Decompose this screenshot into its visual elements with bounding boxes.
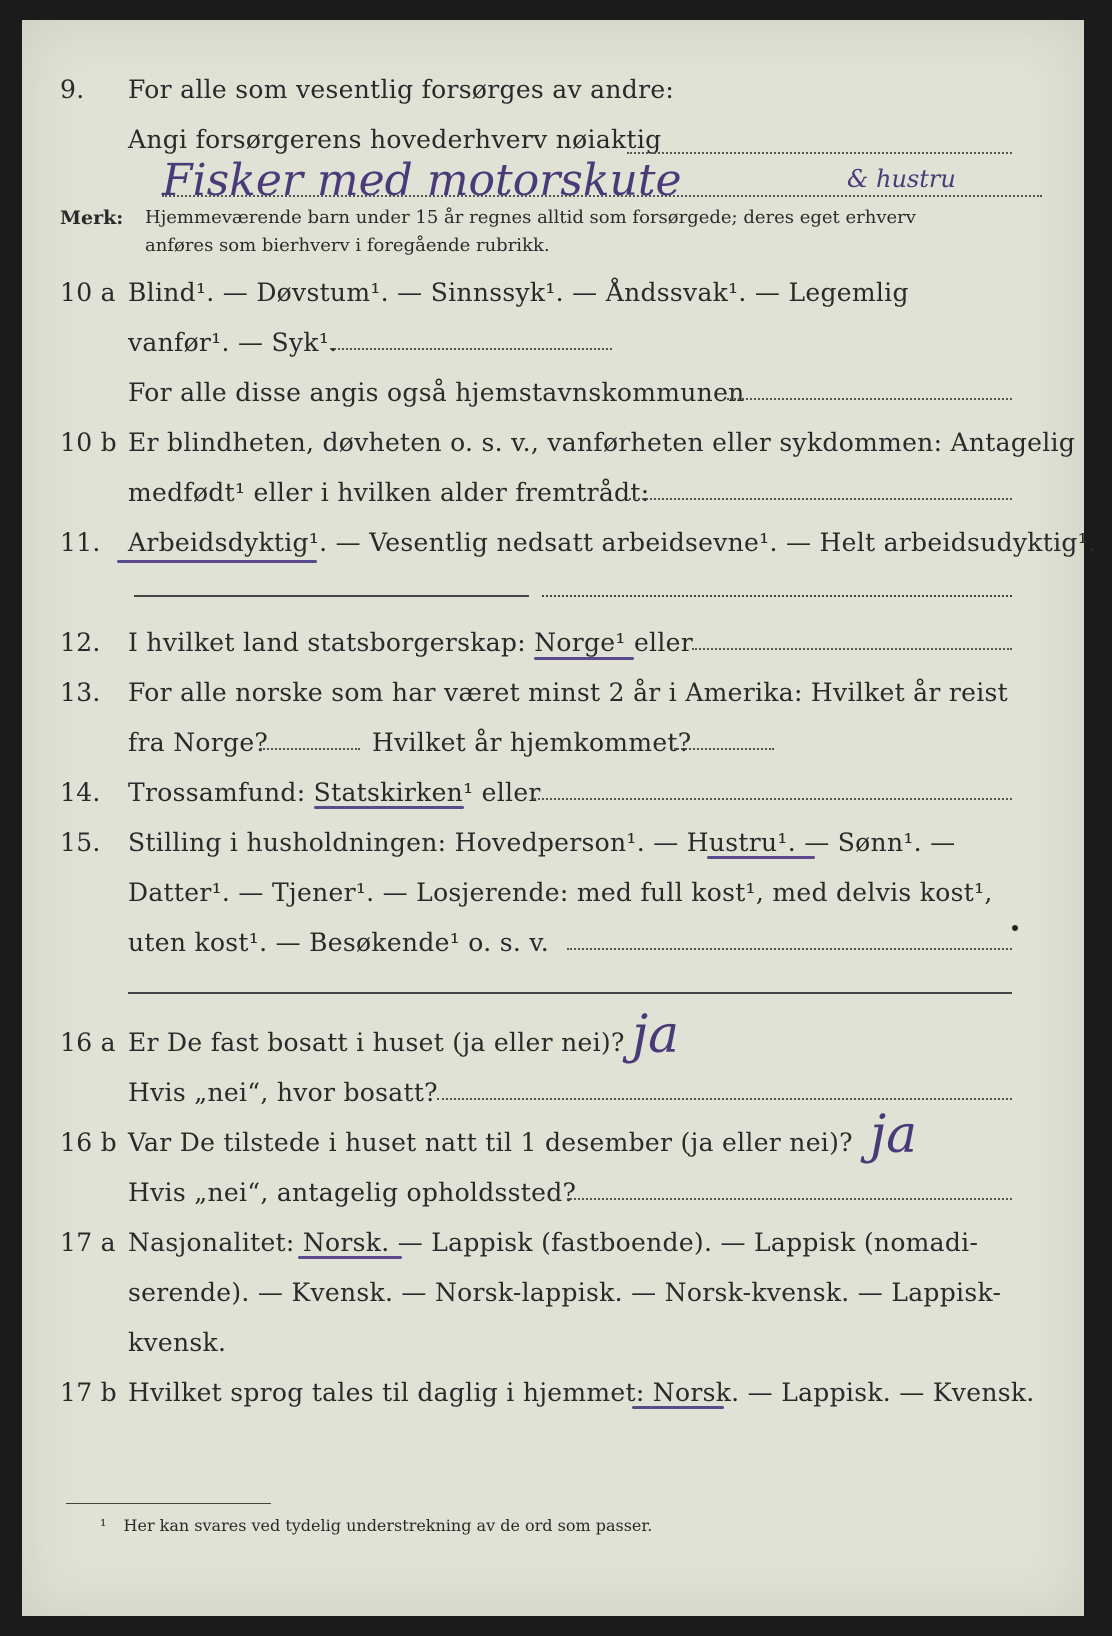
q13-dots-a	[260, 748, 360, 750]
merk-line1: Hjemmeværende barn under 15 år regnes alltid som forsørgede; deres eget erhverv	[145, 207, 916, 228]
q16a-number: 16 a	[60, 1028, 116, 1057]
q9-line2: Angi forsørgerens hovederhverv nøiaktig	[128, 125, 662, 154]
q17b-underline-norsk	[632, 1406, 724, 1409]
q17a-line3: kvensk.	[128, 1328, 227, 1357]
census-form-page	[22, 20, 1097, 1616]
q9-number: 9.	[60, 75, 85, 104]
q11-rule-left	[134, 595, 529, 597]
q10a-line1: Blind¹. — Døvstum¹. — Sinnssyk¹. — Åndssvak¹. — Legemlig	[128, 278, 909, 307]
q15-line2: Datter¹. — Tjener¹. — Losjerende: med full kost¹, med delvis kost¹,	[128, 878, 993, 907]
q14-dots	[534, 798, 1012, 800]
q10a-line3: For alle disse angis også hjemstavnskommunen	[128, 378, 745, 407]
q13-number: 13.	[60, 678, 101, 707]
q12-dots	[692, 648, 1012, 650]
q14-underline-statskirken	[314, 806, 464, 809]
q17a-underline-norsk	[298, 1256, 402, 1259]
q11-line1: Arbeidsdyktig¹. — Vesentlig nedsatt arbeidsevne¹. — Helt arbeidsudyktig¹.	[128, 528, 1097, 557]
q16b-line2: Hvis „nei“, antagelig opholdssted?	[128, 1178, 577, 1207]
q17a-line2: serende). — Kvensk. — Norsk-lappisk. — Norsk-kvensk. — Lappisk-	[128, 1278, 1002, 1307]
footnote-rule	[66, 1503, 271, 1504]
q13-line1: For alle norske som har været minst 2 år i Amerika: Hvilket år reist	[128, 678, 1009, 707]
q12-number: 12.	[60, 628, 101, 657]
q9-dotted-line	[627, 152, 1012, 154]
q17b-line1: Hvilket sprog tales til daglig i hjemmet: Norsk. — Lappisk. — Kvensk.	[128, 1378, 1035, 1407]
q12-underline-norge	[534, 657, 634, 660]
q11-underline-arbeidsdyktig	[117, 560, 317, 563]
footnote-text: Her kan svares ved tydelig understrekning av de ord som passer.	[123, 1516, 653, 1535]
q15-line3: uten kost¹. — Besøkende¹ o. s. v.	[128, 928, 550, 957]
footnote	[100, 1516, 652, 1535]
q17a-line1: Nasjonalitet: Norsk. — Lappisk (fastboende). — Lappisk (nomadi-	[128, 1228, 979, 1257]
q11-number: 11.	[60, 528, 101, 557]
q15-line1: Stilling i husholdningen: Hovedperson¹. — Hustru¹. — Sønn¹. —	[128, 828, 956, 857]
q16a-line2: Hvis „nei“, hvor bosatt?	[128, 1078, 438, 1107]
q9-answer-line	[162, 195, 1042, 197]
q12-line1: I hvilket land statsborgerskap: Norge¹ eller	[128, 628, 693, 657]
q16a-line1: Er De fast bosatt i huset (ja eller nei)?	[128, 1028, 625, 1057]
merk-label: Merk:	[60, 207, 124, 229]
q13-line2a: fra Norge?	[128, 728, 269, 757]
q9-line1: For alle som vesentlig forsørges av andre:	[128, 75, 675, 104]
q15-underline-hustru	[707, 856, 815, 859]
q13-dots-b	[674, 748, 774, 750]
q10b-line1: Er blindheten, døvheten o. s. v., vanførheten eller sykdommen: Antagelig	[128, 428, 1076, 457]
q16b-line1: Var De tilstede i huset natt til 1 desember (ja eller nei)?	[128, 1128, 853, 1157]
q15-number: 15.	[60, 828, 101, 857]
q10a-line3-dots	[727, 398, 1012, 400]
q10b-line2: medfødt¹ eller i hvilken alder fremtrådt:	[128, 478, 650, 507]
q9-handwritten-answer-tail: & hustru	[847, 165, 956, 193]
q11-rule-right	[542, 595, 1012, 597]
merk-line2: anføres som bierhverv i foregående rubrikk.	[145, 235, 550, 256]
q16b-number: 16 b	[60, 1128, 117, 1157]
q16a-handwritten-answer: ja	[632, 1005, 680, 1065]
margin-ink-dot	[1012, 925, 1018, 931]
q15-rule	[128, 992, 1012, 994]
q9-handwritten-answer: Fisker med motorskute	[162, 155, 682, 206]
q10a-number: 10 a	[60, 278, 116, 307]
q16a-dots	[437, 1098, 1012, 1100]
q17b-number: 17 b	[60, 1378, 117, 1407]
q15-dots	[567, 948, 1012, 950]
q17a-number: 17 a	[60, 1228, 116, 1257]
q10b-dots	[629, 498, 1012, 500]
q16b-handwritten-answer: ja	[870, 1105, 918, 1165]
footnote-mark: ¹	[100, 1516, 107, 1535]
q13-line2b: Hvilket år hjemkommet?	[372, 728, 692, 757]
q10a-line2-dots	[330, 348, 612, 350]
q10b-number: 10 b	[60, 428, 117, 457]
q10a-line2: vanfør¹. — Syk¹.	[128, 328, 338, 357]
q14-number: 14.	[60, 778, 101, 807]
q16b-dots	[567, 1198, 1012, 1200]
q14-line1: Trossamfund: Statskirken¹ eller	[128, 778, 541, 807]
